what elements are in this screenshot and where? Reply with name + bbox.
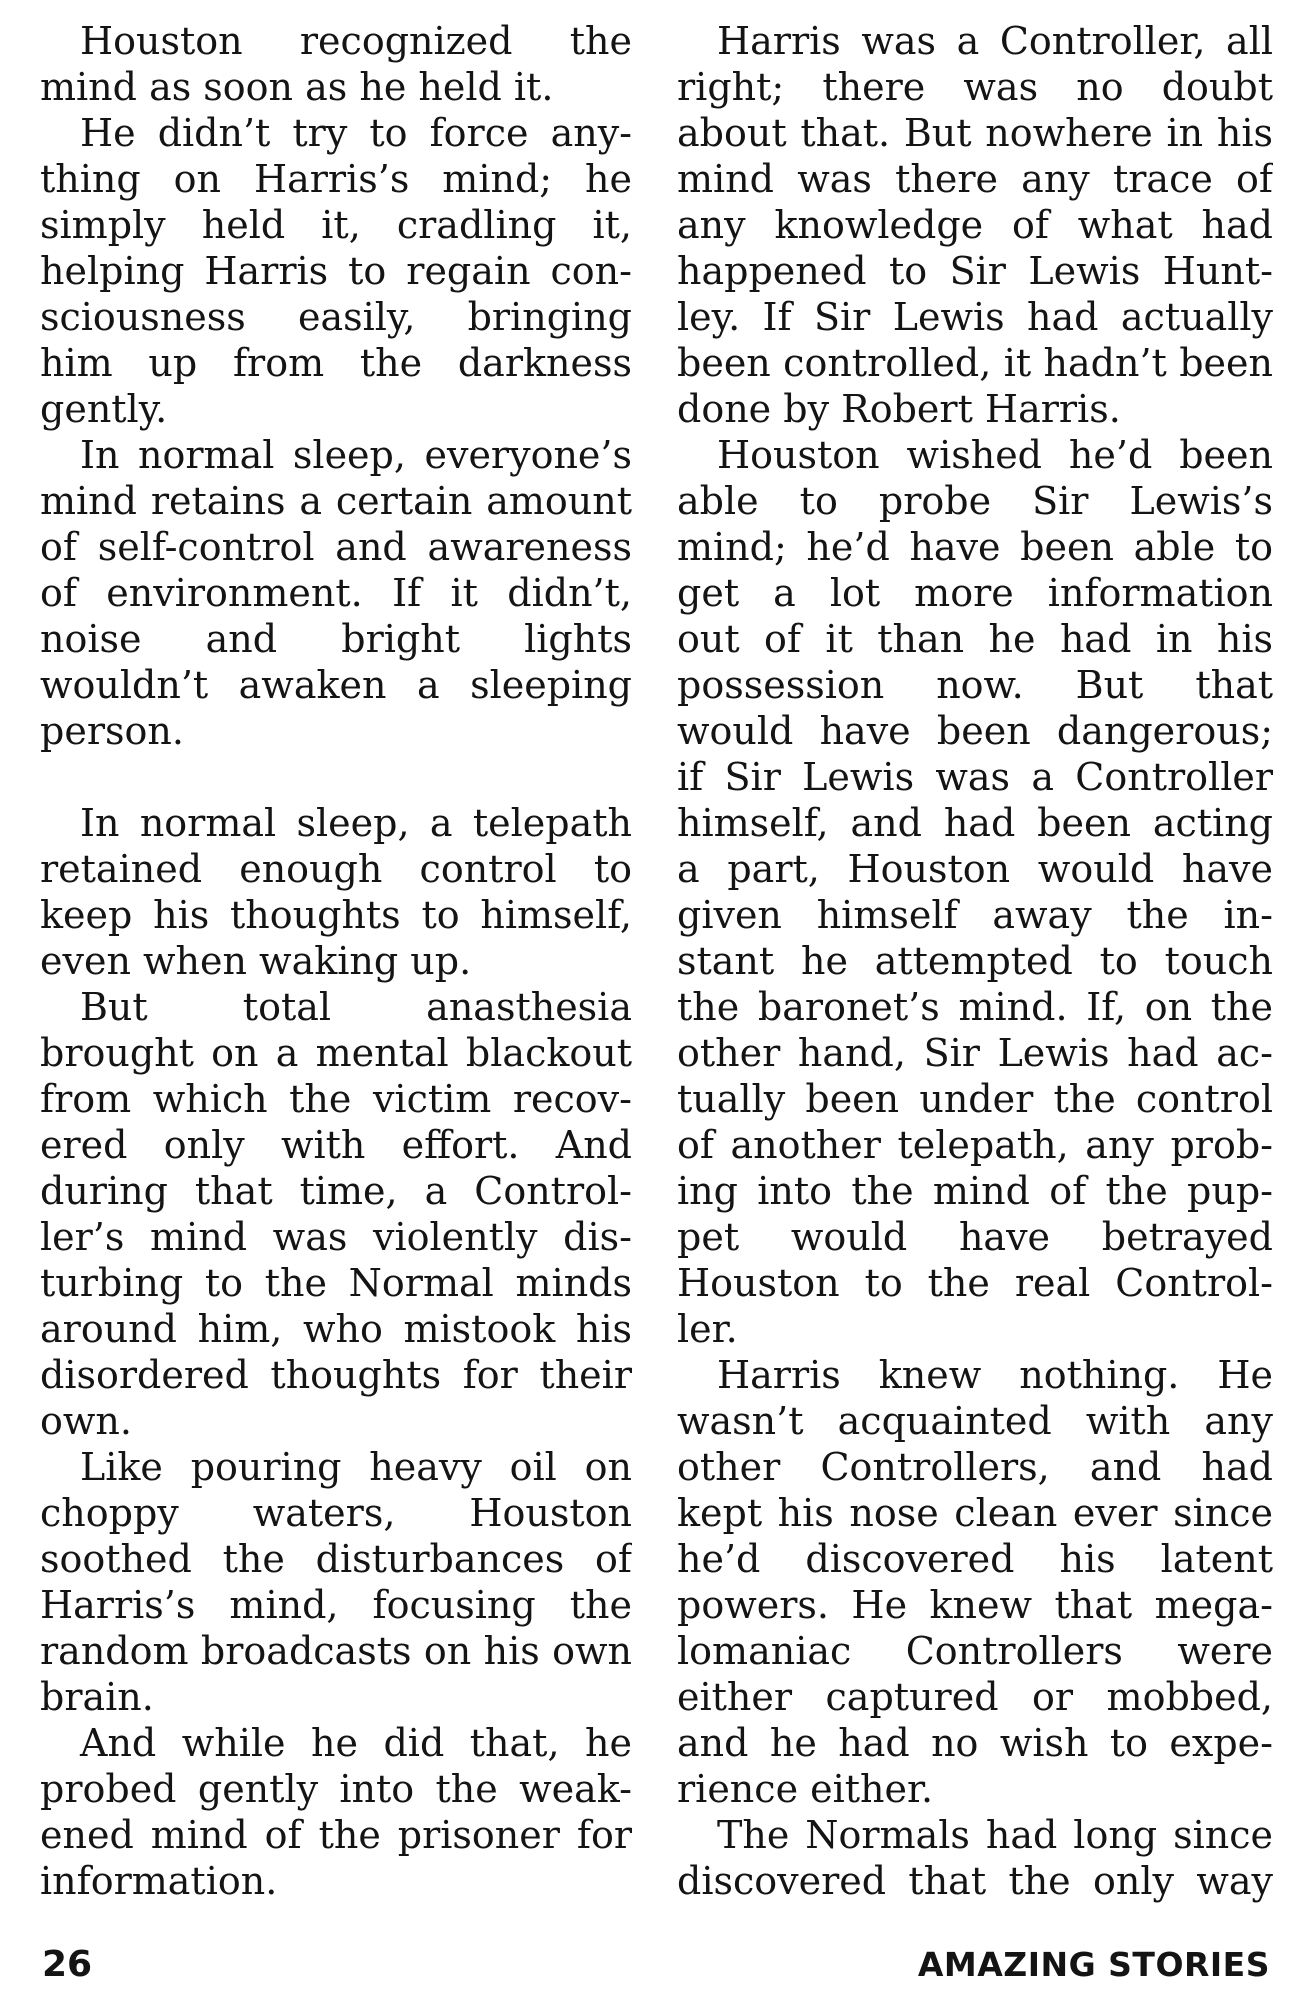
- text-line: disordered thoughts for their: [40, 1353, 632, 1397]
- text-line: brain.: [40, 1675, 154, 1719]
- text-line: He didn’t try to force any-: [80, 111, 632, 155]
- text-line: right; there was no doubt: [677, 65, 1273, 109]
- text-line: ened mind of the prisoner for: [40, 1813, 632, 1857]
- text-line: Like pouring heavy oil on: [80, 1445, 632, 1489]
- paragraph-gap: [40, 754, 632, 800]
- text-line: he’d discovered his latent: [677, 1537, 1273, 1581]
- text-line: wasn’t acquainted with any: [677, 1399, 1273, 1443]
- text-line: random broadcasts on his own: [40, 1629, 632, 1673]
- text-line: person.: [40, 709, 184, 753]
- text-line: helping Harris to regain con-: [40, 249, 632, 293]
- text-line: retained enough control to: [40, 847, 632, 891]
- text-line: Houston to the real Control-: [677, 1261, 1273, 1305]
- text-line: lomaniac Controllers were: [677, 1629, 1273, 1673]
- text-line: been controlled, it hadn’t been: [677, 341, 1273, 385]
- page-number: 26: [42, 1944, 93, 1985]
- text-line: get a lot more information: [677, 571, 1273, 615]
- text-line: if Sir Lewis was a Controller: [677, 755, 1273, 799]
- text-line: wouldn’t awaken a sleeping: [40, 663, 632, 707]
- paragraph: [677, 1812, 1273, 1904]
- text-line: other Controllers, and had: [677, 1445, 1273, 1489]
- text-line: able to probe Sir Lewis’s: [677, 479, 1273, 523]
- text-line: ler.: [677, 1307, 738, 1351]
- text-line: gently.: [40, 387, 168, 431]
- text-line: In normal sleep, everyone’s: [80, 433, 632, 477]
- text-line: around him, who mistook his: [40, 1307, 632, 1351]
- paragraph: [40, 800, 632, 984]
- text-line: The Normals had long since: [717, 1813, 1273, 1857]
- text-line: information.: [40, 1859, 278, 1903]
- text-line: ing into the mind of the pup-: [677, 1169, 1273, 1213]
- text-line: any knowledge of what had: [677, 203, 1273, 247]
- paragraph: [40, 432, 632, 754]
- text-line: stant he attempted to touch: [677, 939, 1273, 983]
- text-line: ered only with effort. And: [40, 1123, 632, 1167]
- text-line: kept his nose clean ever since: [677, 1491, 1273, 1535]
- text-line: Houston wished he’d been: [717, 433, 1273, 477]
- text-line: of self-control and awareness: [40, 525, 632, 569]
- text-line: himself, and had been acting: [677, 801, 1273, 845]
- text-line: brought on a mental blackout: [40, 1031, 632, 1075]
- paragraph: [40, 18, 632, 110]
- text-line: simply held it, cradling it,: [40, 203, 632, 247]
- text-line: mind was there any trace of: [677, 157, 1273, 201]
- text-line: soothed the disturbances of: [40, 1537, 632, 1581]
- text-line: of another telepath, any prob-: [677, 1123, 1273, 1167]
- paragraph: [677, 432, 1273, 1352]
- text-line: keep his thoughts to himself,: [40, 893, 632, 937]
- right-column: [677, 18, 1273, 1904]
- text-line: Harris’s mind, focusing the: [40, 1583, 632, 1627]
- text-line: of environment. If it didn’t,: [40, 571, 632, 615]
- left-column: [40, 18, 632, 1904]
- text-line: pet would have betrayed: [677, 1215, 1273, 1259]
- paragraph: [40, 984, 632, 1444]
- text-line: happened to Sir Lewis Hunt-: [677, 249, 1273, 293]
- text-line: mind retains a certain amount: [40, 479, 632, 523]
- text-line: from which the victim recov-: [40, 1077, 632, 1121]
- text-line: rience either.: [677, 1767, 934, 1811]
- paragraph: [677, 1352, 1273, 1812]
- text-line: choppy waters, Houston: [40, 1491, 632, 1535]
- paragraph: [40, 1444, 632, 1720]
- text-line: Harris knew nothing. He: [717, 1353, 1273, 1397]
- text-line: powers. He knew that mega-: [677, 1583, 1273, 1627]
- text-line: sciousness easily, bringing: [40, 295, 632, 339]
- text-line: discovered that the only way: [677, 1859, 1273, 1903]
- text-line: would have been dangerous;: [677, 709, 1273, 753]
- text-line: either captured or mobbed,: [677, 1675, 1273, 1719]
- text-line: possession now. But that: [677, 663, 1273, 707]
- text-line: even when waking up.: [40, 939, 472, 983]
- text-line: In normal sleep, a telepath: [80, 801, 632, 845]
- text-line: ley. If Sir Lewis had actually: [677, 295, 1273, 339]
- text-line: But total anasthesia: [80, 985, 632, 1029]
- text-line: thing on Harris’s mind; he: [40, 157, 632, 201]
- text-line: about that. But nowhere in his: [677, 111, 1273, 155]
- text-line: tually been under the control: [677, 1077, 1273, 1121]
- text-line: done by Robert Harris.: [677, 387, 1121, 431]
- paragraph: [40, 110, 632, 432]
- paragraph: [40, 1720, 632, 1904]
- text-line: the baronet’s mind. If, on the: [677, 985, 1273, 1029]
- text-line: other hand, Sir Lewis had ac-: [677, 1031, 1273, 1075]
- text-line: And while he did that, he: [80, 1721, 632, 1765]
- text-line: during that time, a Control-: [40, 1169, 632, 1213]
- paragraph: [677, 18, 1273, 432]
- text-line: Houston recognized the: [80, 19, 632, 63]
- running-title: AMAZING STORIES: [917, 1945, 1270, 1984]
- text-line: probed gently into the weak-: [40, 1767, 632, 1811]
- text-line: out of it than he had in his: [677, 617, 1273, 661]
- text-line: given himself away the in-: [677, 893, 1273, 937]
- text-line: mind as soon as he held it.: [40, 65, 554, 109]
- text-line: noise and bright lights: [40, 617, 632, 661]
- text-line: Harris was a Controller, all: [717, 19, 1273, 63]
- text-line: ler’s mind was violently dis-: [40, 1215, 632, 1259]
- text-line: own.: [40, 1399, 132, 1443]
- text-line: mind; he’d have been able to: [677, 525, 1273, 569]
- text-line: a part, Houston would have: [677, 847, 1273, 891]
- text-line: and he had no wish to expe-: [677, 1721, 1273, 1765]
- text-line: turbing to the Normal minds: [40, 1261, 632, 1305]
- text-line: him up from the darkness: [40, 341, 632, 385]
